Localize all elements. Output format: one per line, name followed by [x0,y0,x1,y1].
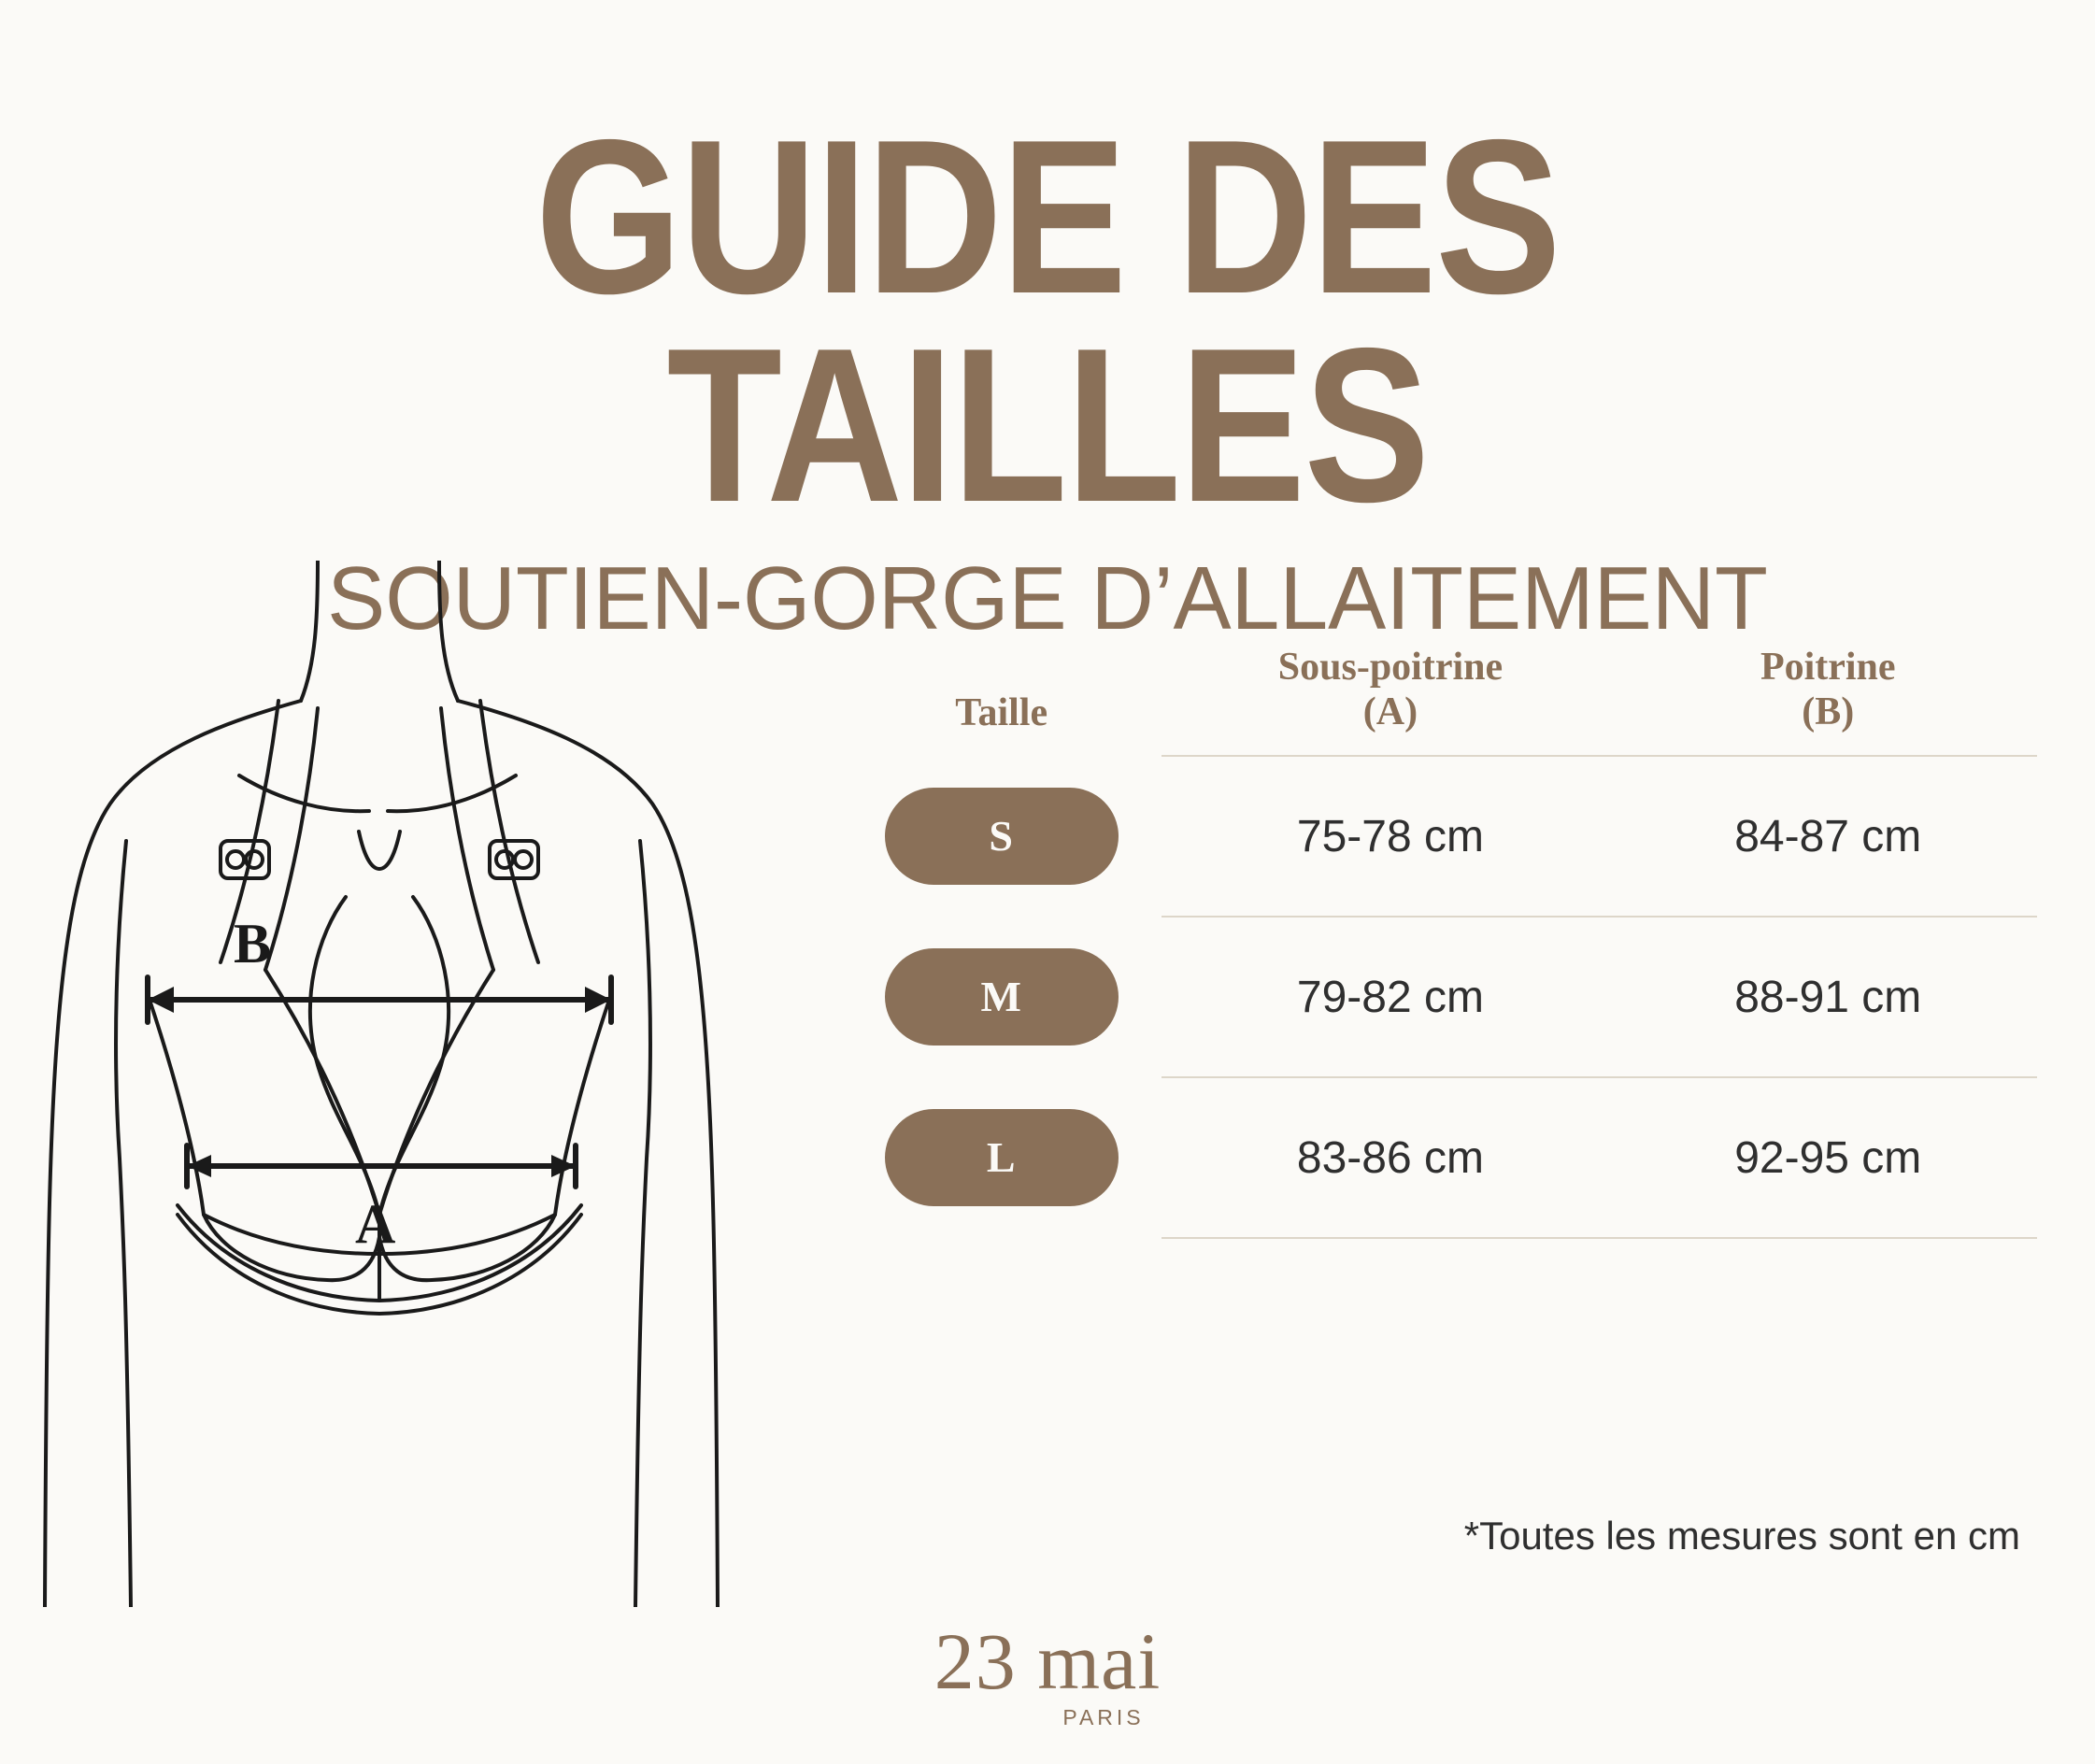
column-header-bust-sub: (B) [1802,690,1855,733]
column-header-underbust [1162,645,1618,756]
status-badge: L [885,1109,1119,1206]
bust-value: 84-87 cm [1619,756,2038,917]
column-header-taille-label: Taille [955,691,1048,734]
bra-measurement-illustration [37,561,841,1607]
page-subtitle: SOUTIEN-GORGE D’ALLAITEMENT [327,548,1768,648]
table-row [841,1077,2037,1238]
column-header-bust-label: Poitrine [1760,646,1896,689]
underbust-value: 83-86 cm [1162,1077,1618,1238]
column-header-taille [841,645,1162,756]
column-header-underbust-sub: (A) [1362,690,1418,733]
page-title: GUIDE DES TAILLES [534,93,1561,548]
column-header-bust [1619,645,2038,756]
size-badge-cell [841,917,1162,1077]
bust-value: 92-95 cm [1619,1077,2038,1238]
size-badge-cell [841,756,1162,917]
label-underbust: A [355,1193,396,1255]
column-header-underbust-label: Sous-poitrine [1277,646,1504,689]
size-badge-cell [841,1077,1162,1238]
size-table [841,645,2037,1239]
brand-tagline: PARIS [1062,1705,1145,1729]
bust-value: 88-91 cm [1619,917,2038,1077]
status-badge: S [885,788,1119,885]
table-footnote: *Toutes les mesures sont en cm [1463,1514,2020,1558]
status-badge: M [885,948,1119,1046]
size-table-container [841,645,2037,1239]
underbust-value: 75-78 cm [1162,756,1618,917]
brand-logo [0,1616,2095,1730]
underbust-value: 79-82 cm [1162,917,1618,1077]
table-row [841,756,2037,917]
label-bust: B [234,913,272,974]
table-row [841,917,2037,1077]
brand-name: 23 mai [933,1616,1162,1706]
